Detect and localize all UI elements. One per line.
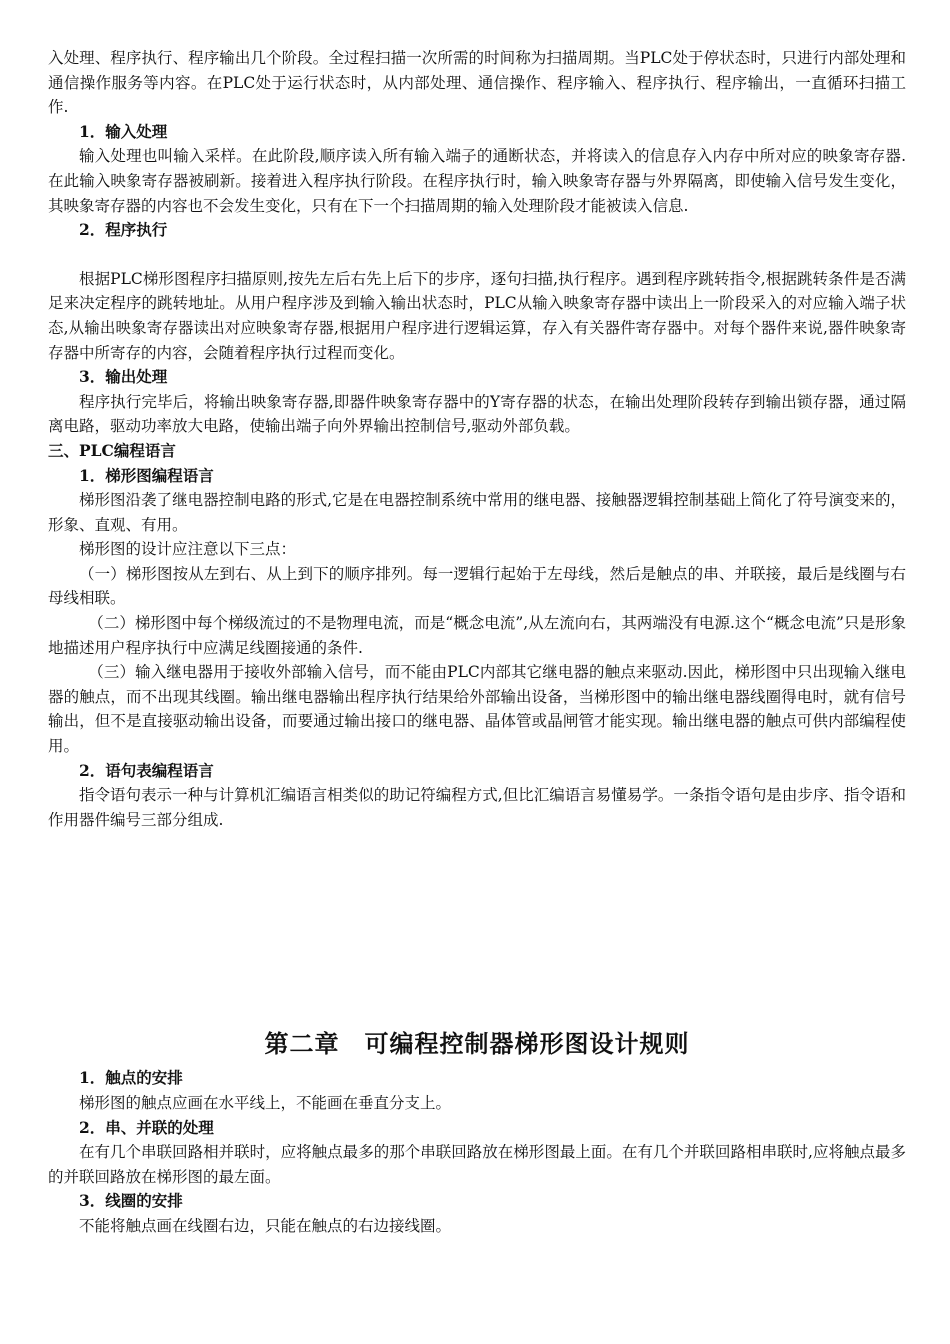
heading-output-processing: 3．输出处理 [79, 367, 168, 387]
statement-paragraph: 指令语句表示一种与计算机汇编语言相类似的助记符编程方式,但比汇编语言易懂易学。一条指令语句是由步序、指令语和作用器件编号三部分组成. [48, 786, 906, 829]
heading-series-parallel: 2．串、并联的处理 [79, 1117, 214, 1137]
heading-program-execution: 2．程序执行 [79, 220, 168, 240]
heading-statement-language: 2．语句表编程语言 [79, 760, 214, 780]
contact-arrangement-paragraph: 梯形图的触点应画在水平线上，不能画在垂直分支上。 [79, 1094, 452, 1112]
blank-gap [48, 832, 906, 1028]
heading-plc-languages: 三、PLC编程语言 [48, 440, 176, 460]
heading-input-processing: 1．输入处理 [79, 121, 168, 141]
program-execution-paragraph: 根据PLC梯形图程序扫描原则,按先左后右先上后下的步序，逐句扫描,执行程序。遇到程序跳转指令,根据跳转条件是否满足来决定程序的跳转地址。从用户程序涉及到输入输出状态时，PLC从输入映象寄存器中读出上一阶段采入的对应输入端子状态,从输出映象寄存器读出对应映象寄存器,根据用户程序进行逻辑运算，存入有关器件寄存器中。对每个器件来说,器件映象寄存器中所寄存的内容，会随着程序执行过程而变化。 [48, 269, 906, 362]
heading-contact-arrangement: 1．触点的安排 [79, 1068, 183, 1088]
output-processing-paragraph: 程序执行完毕后，将输出映象寄存器,即器件映象寄存器中的Y寄存器的状态，在输出处理阶段转存到输出锁存器，通过隔离电路，驱动功率放大电路，使输出端子向外界输出控制信号,驱动外部负载。 [48, 392, 906, 436]
heading-ladder-language: 1．梯形图编程语言 [79, 465, 214, 485]
ladder-paragraph-2: 梯形图的设计应注意以下三点： [79, 540, 297, 559]
chapter-title: 第二章 可编程控制器梯形图设计规则 [264, 1029, 690, 1059]
input-processing-paragraph: 输入处理也叫输入采样。在此阶段,顺序读入所有输入端子的通断状态，并将读入的信息存入内存中所对应的映象寄存器.在此输入映象寄存器被刷新。接着进入程序执行阶段。在程序执行时，输入映象寄存器与外界隔离，即使输入信号发生变化，其映象寄存器的内容也不会发生变化，只有在下一个扫描周期的输入处理阶段才能被读入信息. [48, 147, 906, 215]
ladder-rule-2: （二）梯形图中每个梯级流过的不是物理电流，而是“概念电流”,从左流向右，其两端没有电源.这个“概念电流”只是形象地描述用户程序执行中应满足线圈接通的条件. [48, 614, 906, 657]
blank-gap [48, 243, 906, 267]
ladder-rule-1: （一）梯形图按从左到右、从上到下的顺序排列。每一逻辑行起始于左母线，然后是触点的串、并联接，最后是线圈与右母线相联。 [48, 564, 906, 608]
ladder-rule-3: （三）输入继电器用于接收外部输入信号，而不能由PLC内部其它继电器的触点来驱动.因此，梯形图中只出现输入继电器的触点，而不出现其线圈。输出继电器输出程序执行结果给外部输出设备，当梯形图中的输出继电器线圈得电时，就有信号输出，但不是直接驱动输出设备，而要通过输出接口的继电器、晶体管或晶闸管才能实现。输出继电器的触点可供内部编程使用。 [48, 663, 906, 756]
ladder-paragraph-1: 梯形图沿袭了继电器控制电路的形式,它是在电器控制系统中常用的继电器、接触器逻辑控制基础上简化了符号演变来的，形象、直观、有用。 [48, 491, 906, 534]
intro-paragraph: 入处理、程序执行、程序输出几个阶段。全过程扫描一次所需的时间称为扫描周期。当PLC处于停状态时，只进行内部处理和通信操作服务等内容。在PLC处于运行状态时，从内部处理、通信操作、程序输入、程序执行、程序输出，一直循环扫描工作. [48, 49, 906, 117]
series-parallel-paragraph: 在有几个串联回路相并联时，应将触点最多的那个串联回路放在梯形图最上面。在有几个并联回路相串联时,应将触点最多的并联回路放在梯形图的最左面。 [48, 1143, 906, 1186]
document-page [48, 46, 906, 1239]
coil-arrangement-paragraph: 不能将触点画在线圈右边，只能在触点的右边接线圈。 [79, 1216, 452, 1235]
heading-coil-arrangement: 3．线圈的安排 [79, 1191, 183, 1211]
